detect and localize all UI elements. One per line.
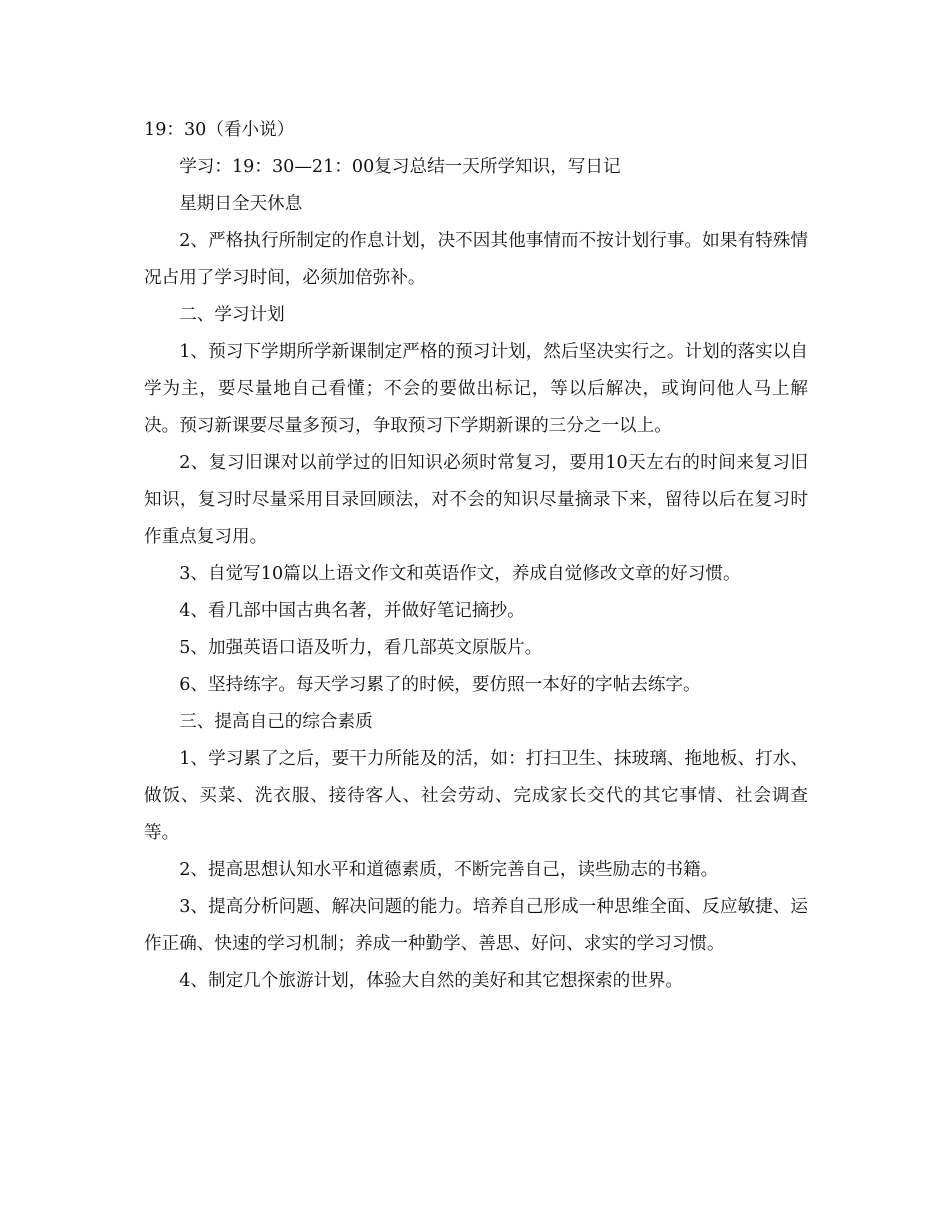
paragraph-housework: 1、学习累了之后，要干力所能及的活，如：打扫卫生、抹玻璃、拖地板、打水、做饭、买菜、洗衣服、接待客人、社会劳动、完成家长交代的其它事情、社会调查等。 bbox=[144, 749, 808, 843]
paragraph-schedule-evening: 19：30（看小说） bbox=[144, 120, 295, 140]
section-heading-quality: 三、提高自己的综合素质 bbox=[179, 712, 373, 732]
paragraph-travel-plan: 4、制定几个旅游计划，体验大自然的美好和其它想探索的世界。 bbox=[179, 971, 684, 991]
section-heading-study-plan: 二、学习计划 bbox=[179, 305, 285, 325]
paragraph-preview-plan: 1、预习下学期所学新课制定严格的预习计划，然后坚决实行之。计划的落实以自学为主，要尽量地自己看懂；不会的要做出标记，等以后解决，或询问他人马上解决。预习新课要尽量多预习，争取预习下学期新课的三分之一以上。 bbox=[144, 342, 808, 436]
paragraph-classic-reading: 4、看几部中国古典名著，并做好笔记摘抄。 bbox=[179, 601, 525, 621]
paragraph-schedule-sunday: 星期日全天休息 bbox=[179, 194, 303, 214]
document-body bbox=[144, 112, 808, 1000]
paragraph-problem-solving: 3、提高分析问题、解决问题的能力。培养自己形成一种思维全面、反应敏捷、运作正确、快速的学习机制；养成一种勤学、善思、好问、求实的学习习惯。 bbox=[144, 897, 808, 954]
paragraph-review-plan: 2、复习旧课对以前学过的旧知识必须时常复习，要用10天左右的时间来复习旧知识，复习时尽量采用目录回顾法，对不会的知识尽量摘录下来，留待以后在复习时作重点复习用。 bbox=[144, 453, 808, 547]
paragraph-calligraphy: 6、坚持练字。每天学习累了的时候，要仿照一本好的字帖去练字。 bbox=[179, 675, 701, 695]
paragraph-essay-writing: 3、自觉写10篇以上语文作文和英语作文，养成自觉修改文章的好习惯。 bbox=[179, 564, 741, 584]
paragraph-strict-schedule: 2、严格执行所制定的作息计划，决不因其他事情而不按计划行事。如果有特殊情况占用了学习时间，必须加倍弥补。 bbox=[144, 231, 808, 288]
paragraph-schedule-study: 学习：19：30—21：00复习总结一天所学知识，写日记 bbox=[179, 157, 621, 177]
paragraph-english-listening: 5、加强英语口语及听力，看几部英文原版片。 bbox=[179, 638, 543, 658]
paragraph-moral-quality: 2、提高思想认知水平和道德素质，不断完善自己，读些励志的书籍。 bbox=[179, 860, 719, 880]
